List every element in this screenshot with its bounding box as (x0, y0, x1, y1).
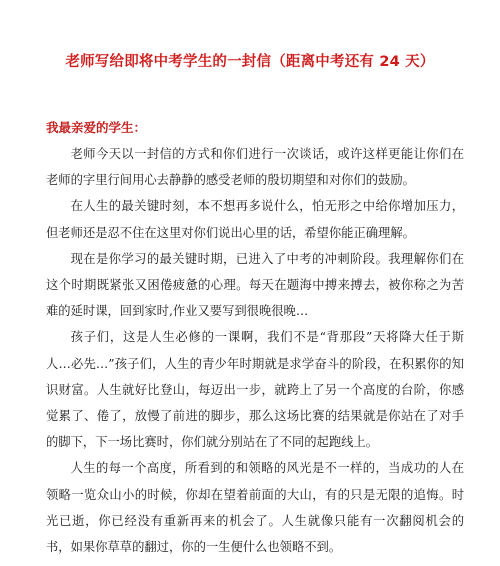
paragraph: 在人生的最关键时刻，本不想再多说什么，怕无形之中给你增加压力，但老师还是忍不住在这里对你们说出心里的话，希望你能正确理解。 (46, 199, 464, 240)
letter-body (46, 141, 464, 560)
paragraph: 现在是你学习的最关键时期，已进入了中考的冲刺阶段。我理解你们在这个时期既紧张又困倦疲惫的心理。每天在题海中搏来搏去，被你称之为苦难的延时课，回到家时,作业又要写到很晚很晚… (46, 251, 464, 319)
paragraph: 人生的每一个高度，所看到的和领略的风光是不一样的，当成功的人在领略一览众山小的时候，你却在望着前面的大山，有的只是无限的追悔。时光已逝，你已经没有重新再来的机会了。人生就像只能有一次翻阅机会的书，如果你草草的翻过，你的一生便什么也领略不到。 (46, 461, 464, 555)
letter-title: 老师写给即将中考学生的一封信（距离中考还有 24 天） (65, 54, 435, 70)
salutation: 我最亲爱的学生： (46, 120, 147, 135)
paragraph: 孩子们，这是人生必修的一课啊，我们不是“背那段”天将降大任于斯人…必先…”孩子们，人生的青少年时期就是求学奋斗的阶段，在积累你的知识财富。人生就好比登山，每迈出一步，就跨上了另一个高度的台阶，你感觉累了、倦了，放慢了前进的脚步，那么这场比赛的结果就是你站在了对手的脚下，下一场比赛时，你们就分别站在了不同的起跑线上。 (46, 330, 464, 450)
paragraph: 老师今天以一封信的方式和你们进行一次谈话，或许这样更能让你们在老师的字里行间用心去静静的感受老师的殷切期望和对你们的鼓励。 (46, 147, 464, 188)
